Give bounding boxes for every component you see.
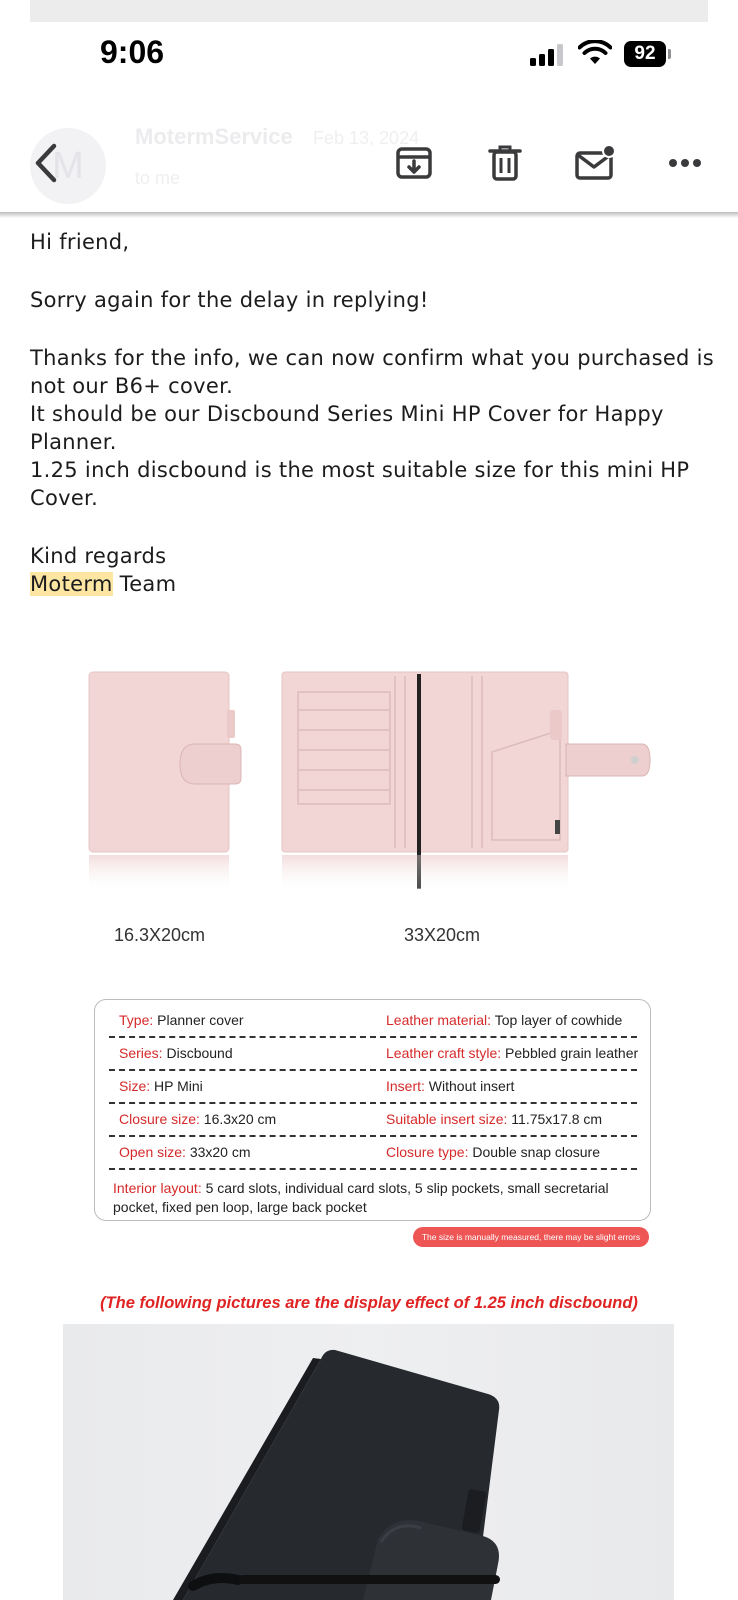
back-button[interactable] [22, 138, 72, 188]
sender-name: MotermService [135, 124, 293, 149]
trash-icon [488, 144, 522, 182]
email-date: Feb 13, 2024 [313, 128, 420, 148]
spec-row: Type: Planner cover Leather material: Top layer of cowhide [109, 1004, 637, 1038]
recipient-line: to me [135, 168, 181, 188]
battery-level: 92 [624, 41, 666, 67]
sender-avatar: M [30, 128, 106, 204]
closed-size-label: 16.3X20cm [114, 925, 206, 945]
wifi-icon [578, 40, 612, 66]
more-icon [668, 158, 702, 168]
product-size-image [60, 650, 680, 950]
status-bar [0, 22, 738, 92]
display-caption: (The following pictures are the display effect of 1.25 inch discbound) [100, 1294, 638, 1312]
signature-rest: Team [112, 572, 177, 596]
specs-table [94, 999, 651, 1221]
spec-row: Size: HP Mini Insert: Without insert [109, 1070, 637, 1104]
body-line-3: 1.25 inch discbound is the most suitable size for this mini HP Cover. [30, 458, 690, 510]
cellular-signal-icon [530, 44, 562, 66]
home-indicator[interactable] [238, 1575, 500, 1584]
email-toolbar [0, 118, 738, 214]
body-line-1: Thanks for the info, we can now confirm what you purchased is not our B6+ cover. [30, 346, 715, 398]
spec-row: Open size: 33x20 cm Closure type: Double snap closure [109, 1136, 637, 1170]
delete-button[interactable] [480, 138, 530, 188]
more-button[interactable] [660, 138, 710, 188]
status-time: 9:06 [100, 34, 165, 70]
black-planner-image [63, 1324, 674, 1600]
toolbar-divider [0, 212, 738, 218]
display-photo [63, 1324, 674, 1600]
signature [30, 570, 720, 598]
archive-icon [395, 144, 433, 182]
greeting: Hi friend, [30, 230, 130, 254]
apology-line: Sorry again for the delay in replying! [30, 288, 429, 312]
chevron-left-icon [32, 143, 62, 183]
body-line-2: It should be our Discbound Series Mini HP Cover for Happy Planner. [30, 402, 664, 454]
open-size-label: 33X20cm [404, 925, 481, 945]
mark-unread-button[interactable] [570, 138, 620, 188]
email-body [30, 228, 720, 598]
previous-image-edge [30, 0, 708, 22]
battery-icon [624, 41, 670, 67]
archive-button[interactable] [389, 138, 439, 188]
measurement-note: The size is manually measured, there may be slight errors [413, 1227, 649, 1247]
spec-row: Closure size: 16.3x20 cm Suitable insert size: 11.75x17.8 cm [109, 1103, 637, 1137]
signature-highlight: Moterm [30, 572, 113, 596]
signoff: Kind regards [30, 544, 167, 568]
mail-unread-icon [574, 144, 616, 182]
interior-layout: Interior layout: 5 card slots, individual card slots, 5 slip pockets, small secretarial pocket, fixed pen loop, large back pocket [113, 1180, 609, 1215]
spec-row: Series: Discbound Leather craft style: Pebbled grain leather [109, 1037, 637, 1071]
